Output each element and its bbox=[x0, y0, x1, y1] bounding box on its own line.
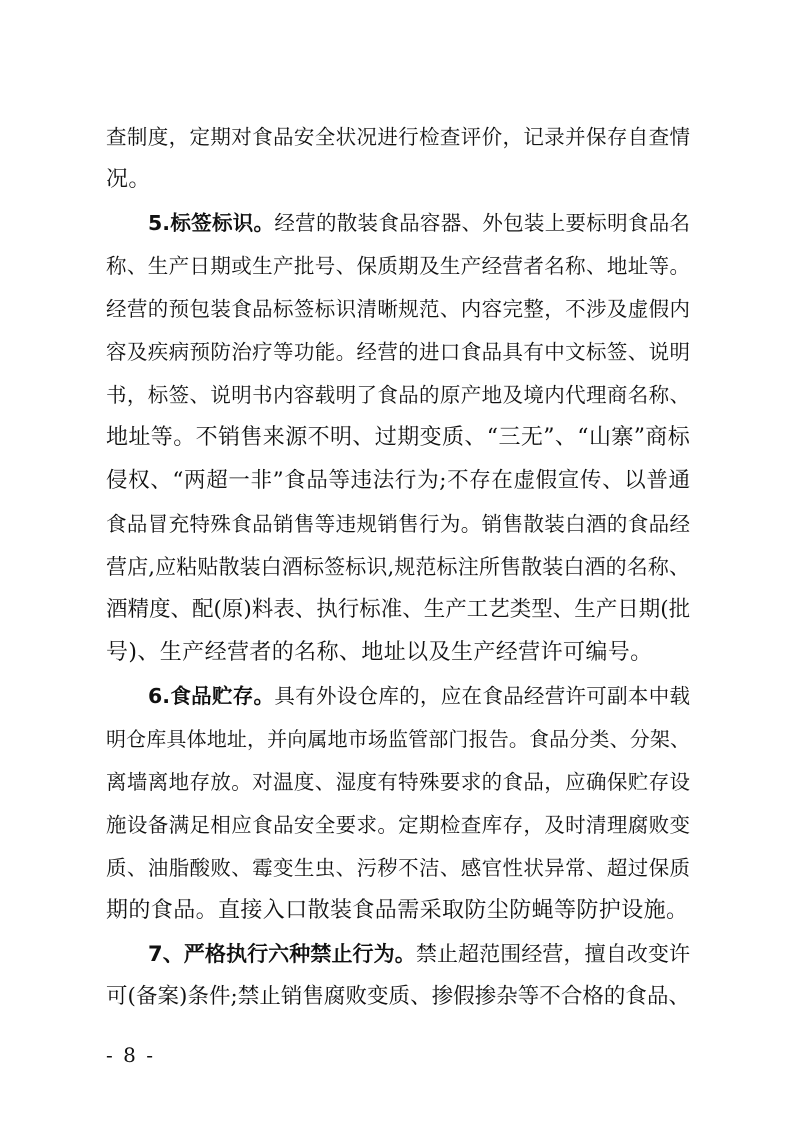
body-line bbox=[106, 632, 690, 674]
body-line bbox=[106, 159, 690, 201]
body-line bbox=[106, 718, 690, 760]
section-7-heading-line bbox=[148, 933, 690, 975]
body-line bbox=[106, 460, 690, 502]
line-text: 称、生产日期或生产批号、保质期及生产经营者名称、地址等。 bbox=[106, 254, 690, 278]
line-text: 容及疾病预防治疗等功能。经营的进口食品具有中文标签、说明 bbox=[106, 340, 690, 364]
line-text: 期的食品。直接入口散装食品需采取防尘防蝇等防护设施。 bbox=[106, 898, 689, 923]
line-text: 营店,应粘贴散装白酒标签标识,规范标注所售散装白酒的名称、 bbox=[106, 555, 690, 579]
line-text: 号)、生产经营者的名称、地址以及生产经营许可编号。 bbox=[106, 640, 653, 665]
line-text: 况。 bbox=[106, 167, 151, 192]
line-text: 施设备满足相应食品安全要求。定期检查库存，及时清理腐败变 bbox=[106, 813, 690, 837]
page-number: - 8 - bbox=[106, 1043, 155, 1067]
section-7-heading: 7、严格执行六种禁止行为。 bbox=[148, 942, 416, 966]
line-text: 书，标签、说明书内容载明了食品的原产地及境内代理商名称、 bbox=[106, 383, 690, 407]
body-line bbox=[106, 890, 690, 932]
line-text: 明仓库具体地址，并向属地市场监管部门报告。食品分类、分架、 bbox=[106, 727, 690, 751]
section-6-heading-line bbox=[148, 675, 690, 717]
section-5-heading-line bbox=[148, 202, 690, 244]
body-line bbox=[106, 245, 690, 287]
body-line bbox=[106, 976, 690, 1018]
body-line bbox=[106, 374, 690, 416]
body-line bbox=[106, 847, 690, 889]
line-text: 侵权、“两超一非”食品等违法行为;不存在虚假宣传、以普通 bbox=[106, 468, 690, 493]
section-5-heading: 5.标签标识。 bbox=[148, 211, 275, 235]
line-text: 质、油脂酸败、霉变生虫、污秽不洁、感官性状异常、超过保质 bbox=[106, 856, 690, 880]
line-text: 地址等。不销售来源不明、过期变质、“三无”、“山寨”商标 bbox=[106, 425, 691, 450]
body-line bbox=[106, 417, 690, 459]
body-line bbox=[106, 503, 690, 545]
line-text: 禁止超范围经营，擅自改变许 bbox=[415, 942, 690, 966]
line-text: 查制度，定期对食品安全状况进行检查评价，记录并保存自查情 bbox=[106, 125, 690, 149]
body-line bbox=[106, 331, 690, 373]
line-text: 食品冒充特殊食品销售等违规销售行为。销售散装白酒的食品经 bbox=[106, 512, 690, 536]
line-text: 经营的预包装食品标签标识清晰规范、内容完整，不涉及虚假内 bbox=[106, 297, 690, 321]
line-text: 可(备案)条件;禁止销售腐败变质、掺假掺杂等不合格的食品、 bbox=[106, 984, 690, 1009]
body-line bbox=[106, 761, 690, 803]
body-line bbox=[106, 288, 690, 330]
line-text: 具有外设仓库的，应在食品经营许可副本中载 bbox=[274, 684, 690, 708]
line-text: 经营的散装食品容器、外包装上要标明食品名 bbox=[274, 211, 690, 235]
body-line bbox=[106, 804, 690, 846]
body-line bbox=[106, 116, 690, 158]
body-line bbox=[106, 589, 690, 631]
line-text: 酒精度、配(原)料表、执行标准、生产工艺类型、生产日期(批 bbox=[106, 597, 691, 622]
body-line bbox=[106, 546, 690, 588]
section-6-heading: 6.食品贮存。 bbox=[148, 684, 275, 708]
line-text: 离墙离地存放。对温度、湿度有特殊要求的食品，应确保贮存设 bbox=[106, 770, 690, 794]
